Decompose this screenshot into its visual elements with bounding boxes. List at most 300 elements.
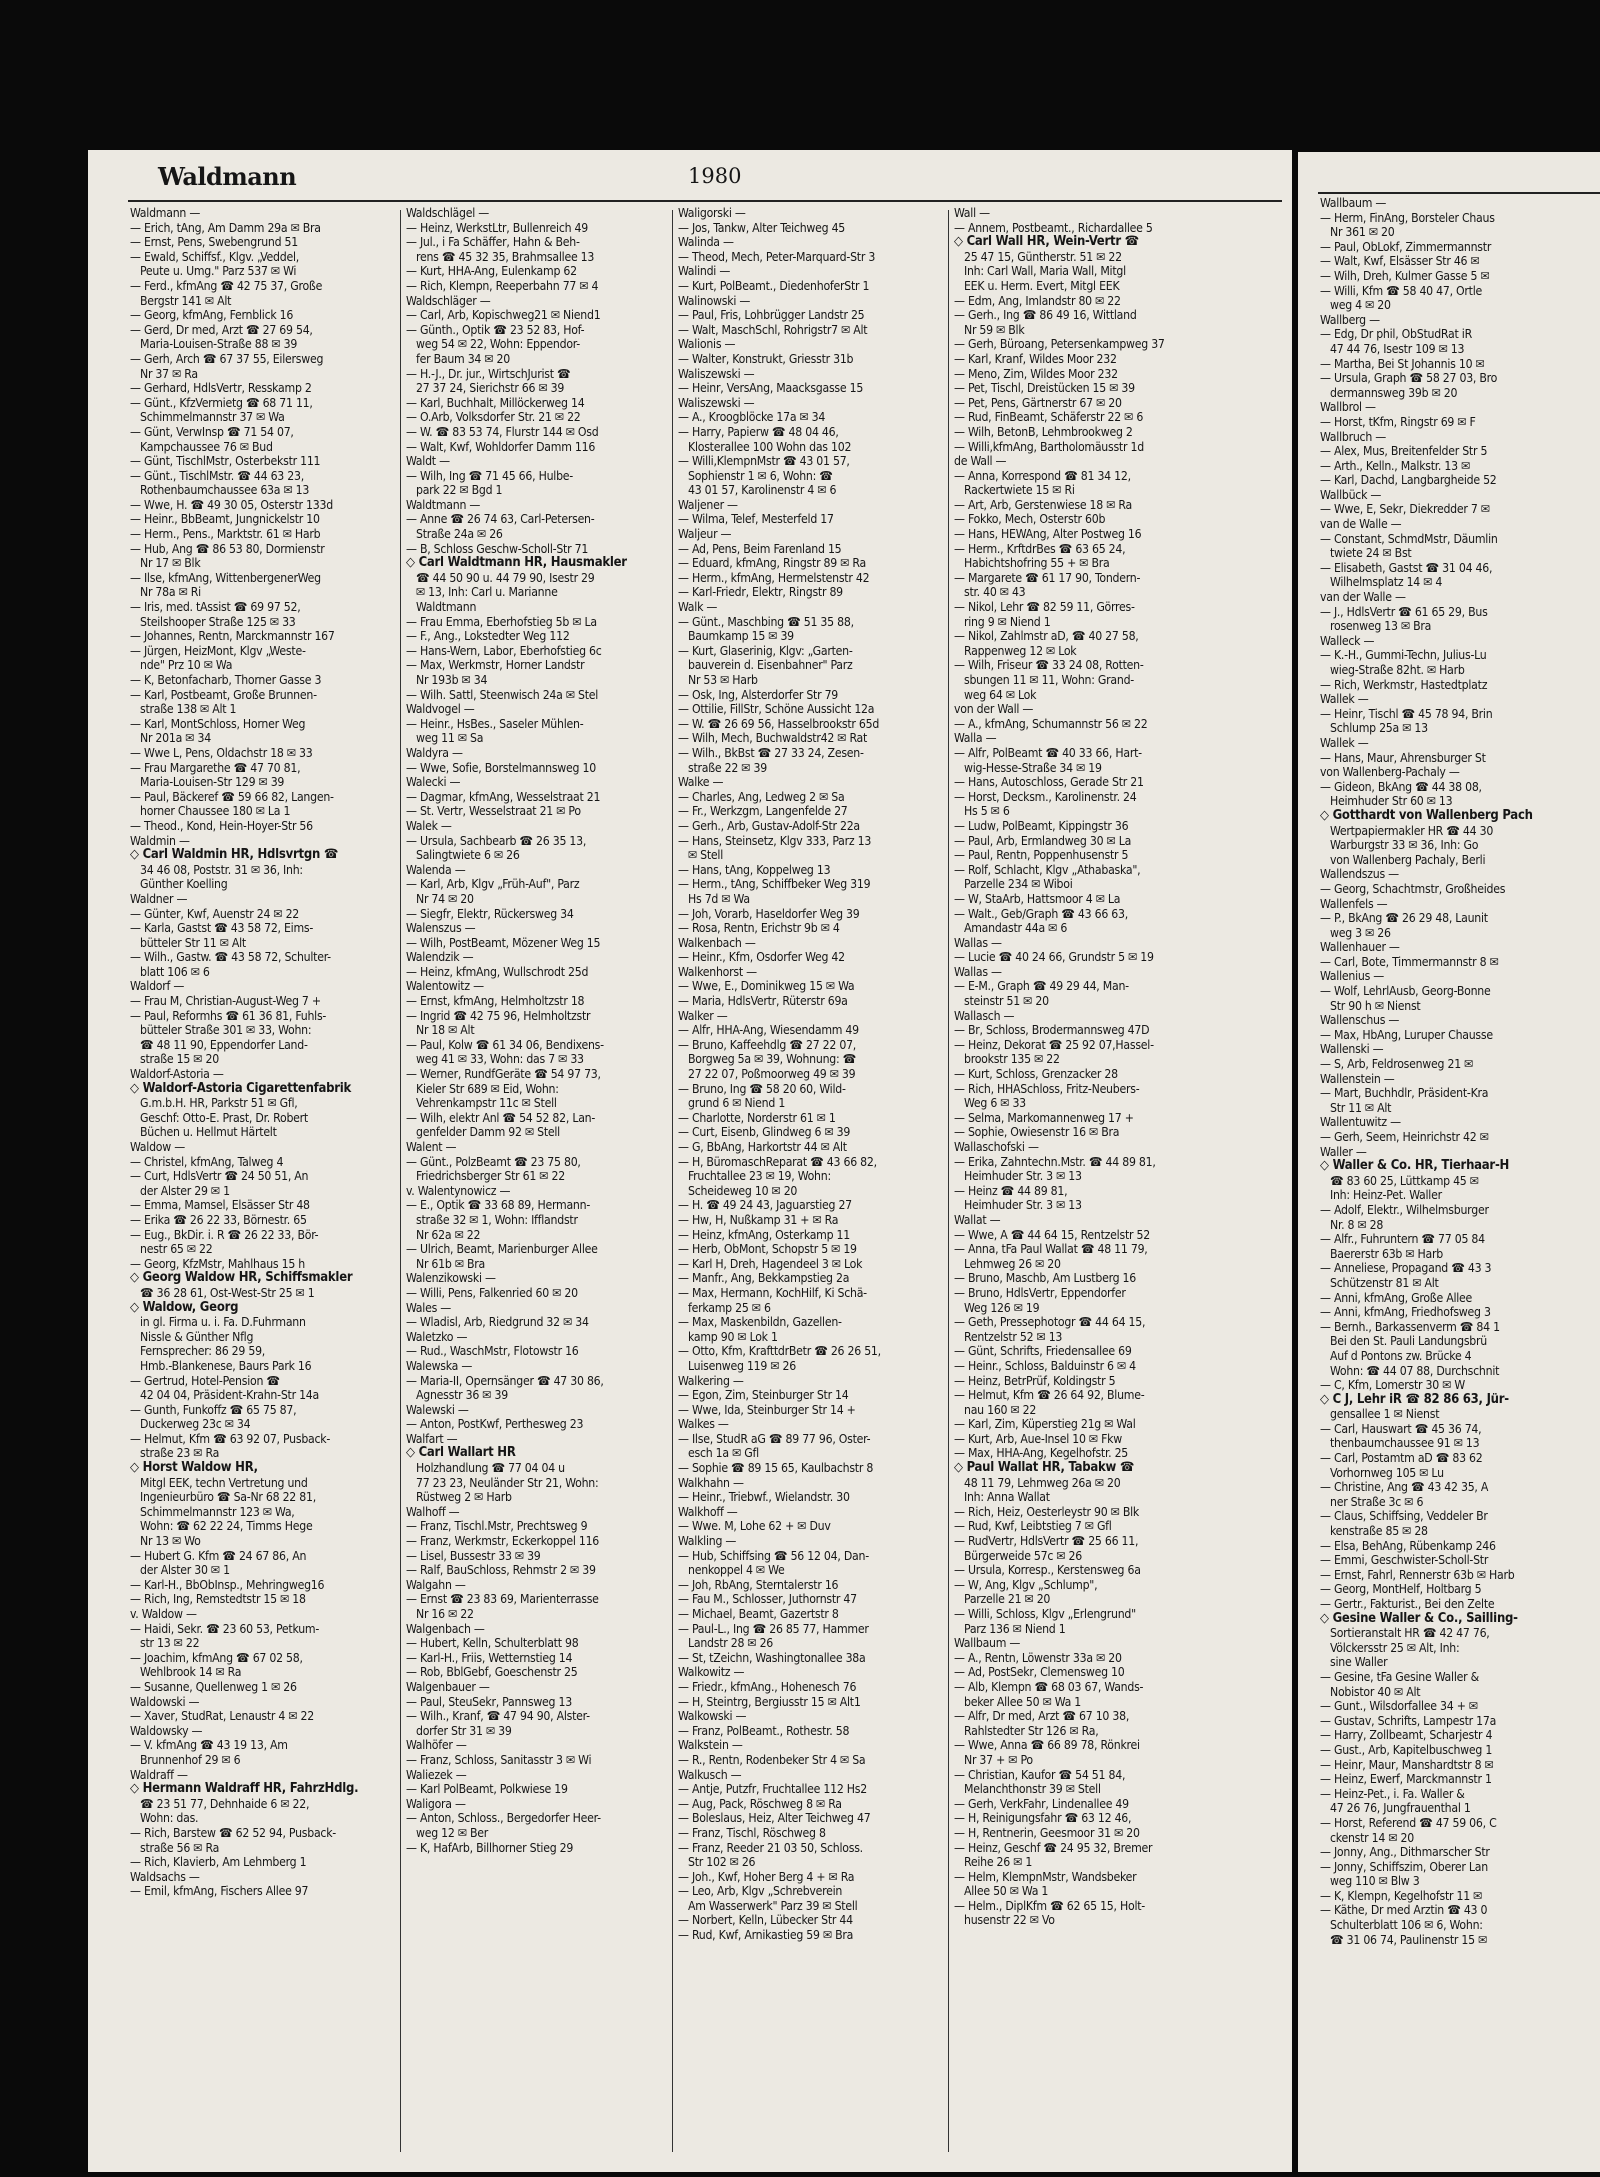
directory-entry-line: — Jürgen, HeizMont, Klgv „Weste- — [130, 643, 306, 658]
directory-entry-line: Maria-Louisen-Str 129 ✉ 39 — [140, 775, 285, 790]
directory-entry-line: van der Walle — — [1320, 590, 1406, 605]
directory-entry-line: Hs 7d ✉ Wa — [688, 891, 750, 906]
directory-entry-line: Waljener — — [678, 497, 738, 512]
directory-entry-line: Geschf: Otto-E. Prast, Dr. Robert — [140, 1110, 308, 1125]
directory-entry-line: ◇ Carl Wall HR, Wein-Vertr ☎ — [954, 235, 1140, 250]
directory-entry-line: Waldschlägel — — [406, 206, 489, 220]
directory-entry-line: ◇ Waldorf-Astoria Cigarettenfabrik — [130, 1081, 352, 1096]
directory-entry-line: — Gerd, Dr med, Arzt ☎ 27 69 54, — [130, 322, 313, 337]
directory-entry-line: Lehmweg 26 ✉ 20 — [964, 1256, 1061, 1271]
directory-entry-line: Baererstr 63b ✉ Harb — [1330, 1246, 1443, 1261]
directory-entry-line: Peute u. Umg." Parz 537 ✉ Wi — [140, 264, 297, 279]
directory-entry-line: — Horst, Referend ☎ 47 59 06, C — [1320, 1815, 1497, 1830]
directory-entry-line: — Aug, Pack, Röschweg 8 ✉ Ra — [678, 1796, 842, 1811]
directory-entry-line: — Michael, Beamt, Gazertstr 8 — [678, 1607, 839, 1621]
directory-entry-line: Wallasch — — [954, 1008, 1015, 1023]
directory-entry-line: — C, Kfm, Lomerstr 30 ✉ W — [1320, 1378, 1465, 1393]
directory-entry-line: Wallas — — [954, 964, 1002, 979]
directory-entry-line: Nr 59 ✉ Blk — [964, 322, 1025, 337]
directory-entry-line: ◇ Carl Wallart HR — [406, 1446, 516, 1461]
directory-entry-line: Rappenweg 12 ✉ Lok — [964, 643, 1077, 658]
directory-entry-line: nestr 65 ✉ 22 — [140, 1242, 213, 1257]
directory-entry-line: — Wladisl, Arb, Riedgrund 32 ✉ 34 — [406, 1315, 589, 1330]
directory-entry-line: — Lisel, Bussestr 33 ✉ 39 — [406, 1548, 541, 1563]
directory-entry-line: Wallbrol — — [1320, 400, 1376, 415]
directory-entry-line: — Franz, Tischl.Mstr, Prechtsweg 9 — [406, 1519, 588, 1534]
directory-entry-line: Waldvogel — — [406, 702, 475, 717]
directory-entry-line: — Hans, tAng, Koppelweg 13 — [678, 862, 831, 877]
directory-entry-line: Nr 61b ✉ Bra — [416, 1256, 485, 1271]
directory-entry-line: — Wilh, elektr Anl ☎ 54 52 82, Lan- — [406, 1110, 596, 1125]
directory-entry-line: ◇ Paul Wallat HR, Tabakw ☎ — [954, 1461, 1135, 1476]
directory-entry-line: Waldsachs — — [130, 1869, 200, 1884]
directory-entry-line: Walgenbauer — — [406, 1679, 490, 1694]
directory-entry-line: Str 11 ✉ Alt — [1330, 1100, 1392, 1115]
directory-entry-line: Walinda — — [678, 235, 734, 250]
directory-entry-line: — Heinz ☎ 44 89 81, — [954, 1183, 1068, 1198]
directory-entry-line: — Max, Maskenbildn, Gazellen- — [678, 1315, 842, 1330]
directory-entry-line: — Paul, Rentn, Poppenhusenstr 5 — [954, 848, 1129, 863]
page-header-surname: Waldmann — [158, 162, 297, 191]
directory-entry-line: thenbaumchaussee 91 ✉ 13 — [1330, 1436, 1480, 1451]
directory-entry-line: Wallenstein — — [1320, 1071, 1395, 1086]
directory-entry-line: — Wilh, PostBeamt, Mözener Weg 15 — [406, 935, 601, 950]
directory-entry-line: — Ernst ☎ 23 83 69, Marienterrasse — [406, 1592, 599, 1607]
directory-entry-line: — Heinz, kfmAng, Osterkamp 11 — [678, 1227, 850, 1242]
directory-entry-line: Str 90 h ✉ Nienst — [1330, 998, 1421, 1013]
directory-entry-line: — Heinz-Pet., i. Fa. Waller & — [1320, 1786, 1465, 1801]
directory-entry-line: — Alb, Klempn ☎ 68 03 67, Wands- — [954, 1679, 1144, 1694]
directory-entry-line: Walek — — [406, 818, 452, 833]
directory-entry-line: — H. ☎ 49 24 43, Jaguarstieg 27 — [678, 1198, 852, 1213]
directory-entry-line: — Maria, HdlsVertr, Rüterstr 69a — [678, 994, 848, 1009]
directory-entry-line: Walent — — [406, 1140, 457, 1154]
directory-entry-line: — Rich, Ing, Remstedtstr 15 ✉ 18 — [130, 1592, 306, 1607]
directory-entry-line: — Antje, Putzfr, Fruchtallee 112 Hs2 — [678, 1782, 867, 1797]
directory-entry-line: — Franz, Tischl, Röschweg 8 — [678, 1825, 826, 1840]
directory-entry-line: Wallenschus — — [1320, 1013, 1400, 1028]
directory-entry-line: ferkamp 25 ✉ 6 — [688, 1300, 771, 1315]
directory-entry-line: Walindi — — [678, 264, 731, 279]
directory-entry-line: straße 56 ✉ Ra — [140, 1840, 220, 1855]
directory-entry-line: Heimhuder Str 60 ✉ 13 — [1330, 794, 1453, 809]
directory-entry-line: — Wolf, LehrlAusb, Georg-Bonne — [1320, 984, 1491, 999]
directory-entry-line: — Nikol, Lehr ☎ 82 59 11, Görres- — [954, 600, 1135, 615]
directory-entry-line: — Heinr, VersAng, Maacksgasse 15 — [678, 381, 864, 396]
directory-entry-line: — H, Rentnerin, Geesmoor 31 ✉ 20 — [954, 1825, 1140, 1840]
directory-entry-line: ☎ 36 28 61, Ost-West-Str 25 ✉ 1 — [140, 1285, 315, 1300]
directory-entry-line: — Wwe, Anna ☎ 66 89 78, Rönkrei — [954, 1738, 1140, 1753]
directory-entry-line: — W. ☎ 26 69 56, Hasselbrookstr 65d — [678, 716, 880, 731]
directory-entry-line: Mitgl EEK, techn Vertretung und — [140, 1475, 308, 1490]
directory-entry-line: Wallek — — [1320, 692, 1369, 707]
directory-entry-line: weg 110 ✉ Blw 3 — [1330, 1874, 1420, 1889]
directory-entry-line: — Kurt, Glaserinig, Klgv: „Garten- — [678, 643, 853, 658]
directory-entry-line: nau 160 ✉ 22 — [964, 1402, 1037, 1417]
page-header-year: 1980 — [688, 164, 742, 188]
directory-entry-line: — Selma, Markomannenweg 17 + — [954, 1110, 1134, 1125]
directory-entry-line: 42 04 04, Präsident-Krahn-Str 14a — [140, 1388, 320, 1403]
directory-entry-line: — Carl, Hauswart ☎ 45 36 74, — [1320, 1421, 1482, 1436]
directory-entry-line: — Alfr, PolBeamt ☎ 40 33 66, Hart- — [954, 745, 1142, 760]
directory-entry-line: bütteler Str 11 ✉ Alt — [140, 935, 246, 950]
directory-entry-line: Wohn: das. — [140, 1811, 199, 1826]
directory-entry-line: Schützenstr 81 ✉ Alt — [1330, 1275, 1439, 1290]
directory-entry-line: — Hubert, Kelln, Schulterblatt 98 — [406, 1636, 579, 1651]
directory-entry-line: — Alfr, HHA-Ang, Wiesendamm 49 — [678, 1023, 859, 1038]
directory-entry-line: — Willi, Schloss, Klgv „Erlengrund" — [954, 1607, 1136, 1621]
directory-entry-line: — Emma, Mamsel, Elsässer Str 48 — [130, 1198, 310, 1213]
directory-entry-line: Walkenbach — — [678, 935, 756, 950]
directory-entry-line: brookstr 135 ✉ 22 — [964, 1052, 1060, 1067]
directory-entry-line: Wohn: ☎ 62 22 24, Timms Hege — [140, 1519, 313, 1534]
directory-entry-line: — Walter, Konstrukt, Griesstr 31b — [678, 351, 854, 366]
directory-entry-line: — Ingrid ☎ 42 75 96, Helmholtzstr — [406, 1008, 591, 1023]
directory-entry-line: — Gerh, Seem, Heinrichstr 42 ✉ — [1320, 1130, 1489, 1144]
directory-entry-line: Wallendszus — — [1320, 867, 1399, 882]
column-2 — [406, 206, 666, 1855]
directory-entry-line: weg 41 ✉ 33, Wohn: das 7 ✉ 33 — [416, 1052, 584, 1067]
directory-entry-line: Nr 78a ✉ Ri — [140, 585, 201, 600]
directory-entry-line: Kampchaussee 76 ✉ Bud — [140, 439, 273, 454]
directory-entry-line: — Hub, Schiffsing ☎ 56 12 04, Dan- — [678, 1548, 869, 1563]
directory-entry-line: — Art, Arb, Gerstenwiese 18 ✉ Ra — [954, 497, 1132, 512]
directory-entry-line: — Meno, Zim, Wildes Moor 232 — [954, 366, 1118, 381]
directory-entry-line: — H, Steintrg, Bergiusstr 15 ✉ Alt1 — [678, 1694, 861, 1709]
directory-entry-line: — Heinz, Ewerf, Marckmannstr 1 — [1320, 1772, 1492, 1787]
directory-entry-line: — Frau Margarethe ☎ 47 70 81, — [130, 760, 301, 775]
directory-entry-line: Walkowitz — — [678, 1665, 745, 1680]
directory-entry-line: — Norbert, Kelln, Lübecker Str 44 — [678, 1913, 853, 1928]
directory-entry-line: — Margarete ☎ 61 17 90, Tondern- — [954, 570, 1141, 585]
directory-entry-line: — H, Reinigungsfahr ☎ 63 12 46, — [954, 1811, 1132, 1826]
directory-entry-line: — O.Arb, Volksdorfer Str. 21 ✉ 22 — [406, 410, 581, 425]
directory-entry-line: — Heinr., BbBeamt, Jungnickelstr 10 — [130, 512, 320, 527]
column-1 — [130, 206, 392, 1899]
directory-entry-line: Völckersstr 25 ✉ Alt, Inh: — [1330, 1640, 1460, 1655]
directory-entry-line: Nr 193b ✉ 34 — [416, 673, 488, 687]
directory-entry-line: — Adolf, Elektr., Wilhelmsburger — [1320, 1202, 1489, 1217]
directory-entry-line: dermannsweg 39b ✉ 20 — [1330, 385, 1458, 400]
directory-entry-line: Parzelle 21 ✉ 20 — [964, 1592, 1051, 1607]
directory-entry-line: Waldmin — — [130, 833, 190, 848]
directory-entry-line: Waliszewski — — [678, 366, 755, 381]
directory-entry-line: Walkstein — — [678, 1738, 743, 1753]
directory-entry-line: Amandastr 44a ✉ 6 — [964, 921, 1068, 936]
directory-entry-line: ◇ Carl Waldtmann HR, Hausmakler — [406, 556, 627, 571]
directory-entry-line: — Ad, Pens, Beim Farenland 15 — [678, 541, 842, 556]
directory-entry-line: — Sophie, Owiesenstr 16 ✉ Bra — [954, 1125, 1120, 1140]
directory-entry-line: Landstr 28 ✉ 26 — [688, 1636, 774, 1651]
directory-entry-line: Reihe 26 ✉ 1 — [964, 1855, 1033, 1870]
directory-entry-line: — Georg, kfmAng, Fernblick 16 — [130, 308, 294, 323]
directory-entry-line: Waldyra — — [406, 745, 463, 760]
directory-entry-line: ring 9 ✉ Niend 1 — [964, 614, 1051, 629]
directory-entry-line: Nr 201a ✉ 34 — [140, 731, 211, 746]
directory-entry-line: Auf d Pontons zw. Brücke 4 — [1330, 1348, 1472, 1363]
directory-entry-line: — Helm., DiplKfm ☎ 62 65 15, Holt- — [954, 1898, 1145, 1913]
directory-entry-line: Walfart — — [406, 1431, 458, 1446]
directory-entry-line: weg 11 ✉ Sa — [416, 731, 484, 746]
directory-entry-line: — Bruno, Maschb, Am Lustberg 16 — [954, 1271, 1137, 1286]
directory-entry-line: Waldner — — [130, 891, 188, 906]
directory-entry-line: — Emmi, Geschwister-Scholl-Str — [1320, 1553, 1489, 1568]
directory-entry-line: — Alex, Mus, Breitenfelder Str 5 — [1320, 444, 1488, 459]
directory-entry-line: ✉ 13, Inh: Carl u. Marianne — [416, 585, 558, 600]
directory-entry-line: — Helmut, Kfm ☎ 63 92 07, Pusback- — [130, 1431, 331, 1446]
column-divider — [400, 210, 401, 2152]
directory-entry-line: gensallee 1 ✉ Nienst — [1330, 1407, 1440, 1422]
directory-entry-line: — Walt, Kwf, Elsässer Str 46 ✉ — [1320, 254, 1480, 269]
directory-entry-line: Rahlstedter Str 126 ✉ Ra, — [964, 1723, 1099, 1738]
directory-entry-line: — Gesine, tFa Gesine Waller & — [1320, 1669, 1479, 1684]
directory-entry-line: Walionis — — [678, 337, 736, 352]
directory-entry-line: — Heinr., Triebwf., Wielandstr. 30 — [678, 1490, 850, 1505]
directory-entry-line: — Jonny, Ang., Dithmarscher Str — [1320, 1845, 1490, 1860]
directory-entry-line: Brunnenhof 29 ✉ 6 — [140, 1752, 241, 1767]
directory-entry-line: Parz 136 ✉ Niend 1 — [964, 1621, 1066, 1636]
directory-entry-line: — Paul, Kolw ☎ 61 34 06, Bendixens- — [406, 1037, 604, 1052]
directory-entry-line: — Paul, Arb, Ermlandweg 30 ✉ La — [954, 833, 1132, 848]
directory-entry-line: — Wilh, BetonB, Lehmbrookweg 2 — [954, 424, 1133, 439]
directory-entry-line: — Otto, Kfm, KrafttdrBetr ☎ 26 26 51, — [678, 1344, 881, 1359]
directory-entry-line: — Paul, Fris, Lohbrügger Landstr 25 — [678, 308, 865, 323]
directory-entry-line: EEK u. Herm. Evert, Mitgl EEK — [964, 278, 1120, 293]
directory-entry-line: — Rud., WaschMstr, Flotowstr 16 — [406, 1344, 579, 1359]
directory-entry-line: — Wwe, H. ☎ 49 30 05, Osterstr 133d — [130, 497, 333, 512]
directory-entry-line: — Karl H, Dreh, Hagendeel 3 ✉ Lok — [678, 1256, 863, 1271]
directory-entry-line: — Rich, Werkmstr, Hastedtplatz — [1320, 677, 1488, 692]
next-page-column — [1320, 196, 1600, 1947]
directory-entry-line: — Herm., kfmAng, Hermelstenstr 42 — [678, 570, 870, 585]
directory-entry-line: Bei den St. Pauli Landungsbrü — [1330, 1334, 1487, 1349]
directory-entry-line: — Wilh, Mech, Buchwaldstr42 ✉ Rat — [678, 731, 868, 746]
directory-entry-line: — K, Betonfacharb, Thorner Gasse 3 — [130, 673, 322, 687]
directory-entry-line: Wallentuwitz — — [1320, 1115, 1401, 1130]
directory-entry-line: — Erika ☎ 26 22 33, Börnestr. 65 — [130, 1212, 307, 1227]
directory-entry-line: — Willi, Pens, Falkenried 60 ✉ 20 — [406, 1285, 578, 1300]
header-rule — [1318, 192, 1600, 194]
directory-entry-line: — Erika, Zahntechn.Mstr. ☎ 44 89 81, — [954, 1154, 1156, 1169]
directory-entry-line: Waldraff — — [130, 1767, 188, 1782]
directory-entry-line: — Karl, Arb, Klgv „Früh-Auf", Parz — [406, 877, 580, 892]
directory-entry-line: — Franz, Schloss, Sanitasstr 3 ✉ Wi — [406, 1752, 592, 1767]
directory-entry-line: — Bruno, Ing ☎ 58 20 60, Wild- — [678, 1081, 846, 1096]
directory-entry-line: — Anni, kfmAng, Friedhofsweg 3 — [1320, 1305, 1491, 1320]
directory-entry-line: Wilhelmsplatz 14 ✉ 4 — [1330, 575, 1443, 590]
directory-entry-line: 47 26 76, Jungfrauenthal 1 — [1330, 1801, 1471, 1816]
directory-entry-line: — Erich, tAng, Am Damm 29a ✉ Bra — [130, 220, 321, 235]
directory-entry-line: — Edg, Dr phil, ObStudRat iR — [1320, 327, 1472, 342]
directory-entry-line: — Edm, Ang, Imlandstr 80 ✉ 22 — [954, 293, 1121, 308]
directory-entry-line: Heimhuder Str. 3 ✉ 13 — [964, 1198, 1082, 1213]
directory-entry-line: von Wallenberg-Pachaly — — [1320, 765, 1460, 780]
directory-entry-line: — Anne ☎ 26 74 63, Carl-Petersen- — [406, 512, 595, 527]
directory-entry-line: Walkering — — [678, 1373, 744, 1388]
directory-entry-line: — Frau Emma, Eberhofstieg 5b ✉ La — [406, 614, 597, 629]
directory-entry-line: — Paul, ObLokf, Zimmermannstr — [1320, 239, 1492, 254]
directory-entry-line: — Ilse, kfmAng, WittenbergenerWeg — [130, 570, 321, 585]
directory-entry-line: — Heinz, BetrPrüf, Koldingstr 5 — [954, 1373, 1116, 1388]
directory-entry-line: weg 64 ✉ Lok — [964, 687, 1037, 702]
directory-entry-line: v. Waldow — — [130, 1607, 197, 1621]
directory-entry-line: — Wilh, Dreh, Kulmer Gasse 5 ✉ — [1320, 268, 1490, 283]
directory-entry-line: — Lucie ☎ 40 24 66, Grundstr 5 ✉ 19 — [954, 950, 1154, 965]
directory-entry-line: Walendzik — — [406, 950, 474, 965]
directory-entry-line: Walewska — — [406, 1358, 473, 1373]
directory-entry-line: 27 22 07, Poßmoorweg 49 ✉ 39 — [688, 1067, 856, 1082]
directory-entry-line: Wallenfels — — [1320, 896, 1388, 911]
directory-entry-line: straße 32 ✉ 1, Wohn: Ifflandstr — [416, 1212, 578, 1227]
directory-entry-line: — Paul, Reformhs ☎ 61 36 81, Fuhls- — [130, 1008, 327, 1023]
directory-entry-line: Klosterallee 100 Wohn das 102 — [688, 439, 852, 454]
directory-entry-line: — Hans, Maur, Ahrensburger St — [1320, 750, 1486, 765]
directory-entry-line: Parzelle 234 ✉ Wiboi — [964, 877, 1073, 892]
directory-entry-line: Melanchthonstr 39 ✉ Stell — [964, 1782, 1101, 1797]
directory-entry-line: — Eduard, kfmAng, Ringstr 89 ✉ Ra — [678, 556, 866, 571]
directory-entry-line: Waldowsky — — [130, 1723, 203, 1738]
directory-entry-line: ☎ 31 06 74, Paulinenstr 15 ✉ — [1330, 1932, 1488, 1947]
directory-entry-line: — Günt, TischlMstr, Osterbekstr 111 — [130, 454, 321, 469]
directory-entry-line: — Wwe, Ida, Steinburger Str 14 + — [678, 1402, 856, 1417]
directory-entry-line: — Wilma, Telef, Mesterfeld 17 — [678, 512, 834, 527]
directory-entry-line: — Gunt., Wilsdorfallee 34 + ✉ — [1320, 1699, 1478, 1714]
directory-entry-line: Walgenbach — — [406, 1621, 485, 1636]
directory-entry-line: — Rolf, Schlacht, Klgv „Athabaska", — [954, 862, 1141, 877]
directory-entry-line: — Herm, FinAng, Borsteler Chaus — [1320, 210, 1495, 225]
directory-entry-line: ☎ 48 11 90, Eppendorfer Land- — [140, 1037, 308, 1052]
directory-entry-line: Wallbaum — — [1320, 196, 1387, 210]
directory-entry-line: — Ernst, kfmAng, Helmholtzstr 18 — [406, 994, 585, 1009]
directory-entry-line: ◇ Gotthardt von Wallenberg Pach — [1320, 808, 1533, 823]
directory-entry-line: — Anni, kfmAng, Große Allee — [1320, 1290, 1473, 1305]
directory-entry-line: — Gerhard, HdlsVertr, Resskamp 2 — [130, 381, 312, 396]
directory-entry-line: — Heinz, kfmAng, Wullschrodt 25d — [406, 964, 589, 979]
column-4 — [954, 206, 1216, 1928]
directory-entry-line: — Xaver, StudRat, Lenaustr 4 ✉ 22 — [130, 1709, 314, 1724]
directory-entry-line: — Max, Werkmstr, Horner Landstr — [406, 658, 585, 673]
directory-entry-line: Maria-Louisen-Straße 88 ✉ 39 — [140, 337, 298, 352]
directory-entry-line: — Harry, Zollbeamt, Scharjestr 4 — [1320, 1728, 1493, 1743]
directory-entry-line: — Wilh, Friseur ☎ 33 24 08, Rotten- — [954, 658, 1144, 673]
directory-entry-line: Walewski — — [406, 1402, 469, 1417]
directory-entry-line: Waletzko — — [406, 1329, 468, 1344]
directory-entry-line: — Rud, Kwf, Arnikastieg 59 ✉ Bra — [678, 1928, 854, 1943]
directory-entry-line: — Hub, Ang ☎ 86 53 80, Dormienstr — [130, 541, 325, 556]
directory-entry-line: — Osk, Ing, Alsterdorfer Str 79 — [678, 687, 839, 702]
directory-entry-line: Walentowitz — — [406, 979, 484, 994]
directory-entry-line: — F., Ang., Lokstedter Weg 112 — [406, 629, 570, 644]
directory-entry-line: — Wilh., BkBst ☎ 27 33 24, Zesen- — [678, 745, 864, 760]
directory-entry-line: Luisenweg 119 ✉ 26 — [688, 1358, 796, 1373]
directory-entry-line: wig-Hesse-Straße 34 ✉ 19 — [964, 760, 1102, 775]
directory-entry-line: ☎ 44 50 90 u. 44 79 90, Isestr 29 — [416, 570, 595, 585]
directory-entry-line: — Wilh., Kranf, ☎ 47 94 90, Alster- — [406, 1709, 590, 1724]
directory-entry-line: Wallenski — — [1320, 1042, 1384, 1057]
directory-entry-line: Walhoff — — [406, 1504, 460, 1519]
directory-entry-line: — K.-H., Gummi-Techn, Julius-Lu — [1320, 648, 1487, 663]
directory-entry-line: — Günt., KfzVermietg ☎ 68 71 11, — [130, 395, 313, 410]
directory-entry-line: Sophienstr 1 ✉ 6, Wohn: ☎ — [688, 468, 833, 483]
directory-entry-line: Wallenhauer — — [1320, 940, 1400, 955]
directory-entry-line: — Karl-H., Friis, Wetternstieg 14 — [406, 1650, 573, 1665]
directory-entry-line: — Nikol, Zahlmstr aD, ☎ 40 27 58, — [954, 629, 1139, 644]
directory-entry-line: esch 1a ✉ Gfl — [688, 1446, 759, 1461]
directory-entry-line: — Wwe, E, Sekr, Diekredder 7 ✉ — [1320, 502, 1490, 517]
directory-entry-line: — Werner, RundfGeräte ☎ 54 97 73, — [406, 1067, 601, 1082]
directory-entry-line: — Ad, PostSekr, Clemensweg 10 — [954, 1665, 1125, 1680]
directory-entry-line: Vorhornweg 105 ✉ Lu — [1330, 1465, 1444, 1480]
directory-entry-line: — E., Optik ☎ 33 68 89, Hermann- — [406, 1198, 591, 1213]
directory-entry-line: — Ernst, Fahrl, Rennerstr 63b ✉ Harb — [1320, 1567, 1515, 1582]
directory-entry-line: Nr 74 ✉ 20 — [416, 891, 474, 906]
directory-entry-line: G.m.b.H. HR, Parkstr 51 ✉ Gfl, — [140, 1096, 298, 1111]
directory-entry-line: der Alster 30 ✉ 1 — [140, 1563, 230, 1578]
directory-entry-line: Waljeur — — [678, 527, 732, 542]
directory-entry-line: — Curt, HdlsVertr ☎ 24 50 51, An — [130, 1169, 309, 1184]
directory-entry-line: — Walt, Kwf, Wohldorfer Damm 116 — [406, 439, 596, 454]
directory-entry-line: twiete 24 ✉ Bst — [1330, 546, 1412, 561]
directory-entry-line: Am Wasserwerk" Parz 39 ✉ Stell — [688, 1898, 858, 1913]
directory-entry-line: — Willi,kfmAng, Bartholomäusstr 1d — [954, 439, 1144, 454]
directory-entry-line: — Kurt, PolBeamt., DiedenhoferStr 1 — [678, 278, 870, 293]
directory-entry-line: Ingenieurbüro ☎ Sa-Nr 68 22 81, — [140, 1490, 316, 1505]
directory-entry-line: — B, Schloss Geschw-Scholl-Str 71 — [406, 541, 589, 556]
directory-entry-line: — Ulrich, Beamt, Marienburger Allee — [406, 1242, 598, 1257]
directory-entry-line: Walecki — — [406, 775, 461, 790]
directory-entry-line: — Boleslaus, Heiz, Alter Teichweg 47 — [678, 1811, 871, 1826]
directory-entry-line: von der Wall — — [954, 702, 1034, 717]
directory-entry-line: — H.-J., Dr. jur., WirtschJurist ☎ — [406, 366, 571, 381]
directory-entry-line: — Gideon, BkAng ☎ 44 38 08, — [1320, 779, 1482, 794]
directory-entry-line: Schlump 25a ✉ 13 — [1330, 721, 1428, 736]
directory-entry-line: — Alfr., Fuhruntern ☎ 77 05 84 — [1320, 1232, 1485, 1247]
column-3 — [678, 206, 940, 1943]
directory-entry-line: — Fokko, Mech, Osterstr 60b — [954, 512, 1106, 527]
directory-entry-line: weg 54 ✉ 22, Wohn: Eppendor- — [416, 337, 580, 352]
directory-entry-line: — Gunth, Funkoffz ☎ 65 75 87, — [130, 1402, 297, 1417]
directory-entry-line: — Elsa, BehAng, Rübenkamp 246 — [1320, 1538, 1496, 1553]
directory-entry-line: — Karla, Gastst ☎ 43 58 72, Eims- — [130, 921, 314, 936]
directory-entry-line: — A., Rentn, Löwenstr 33a ✉ 20 — [954, 1650, 1122, 1665]
directory-entry-line: Nr 17 ✉ Blk — [140, 556, 201, 571]
directory-entry-line: ☎ 83 60 25, Lüttkamp 45 ✉ — [1330, 1173, 1479, 1188]
directory-entry-line: ◇ Horst Waldow HR, — [130, 1461, 258, 1476]
directory-entry-line: rens ☎ 45 32 35, Brahmsallee 13 — [416, 249, 595, 264]
directory-entry-line: ◇ Hermann Waldraff HR, FahrzHdlg. — [130, 1782, 359, 1797]
directory-entry-line: — Rich, Barstew ☎ 62 52 94, Pusback- — [130, 1825, 336, 1840]
directory-entry-line: — Paul-L., Ing ☎ 26 85 77, Hammer — [678, 1621, 869, 1636]
directory-entry-line: — Maria-II, Opernsänger ☎ 47 30 86, — [406, 1373, 604, 1388]
directory-entry-line: — Paul, Bäckeref ☎ 59 66 82, Langen- — [130, 789, 334, 804]
directory-entry-line: ckenstr 14 ✉ 20 — [1330, 1830, 1414, 1845]
directory-entry-line: Waller — — [1320, 1144, 1367, 1159]
directory-entry-line: — R., Rentn, Rodenbeker Str 4 ✉ Sa — [678, 1752, 866, 1767]
directory-entry-line: — Emil, kfmAng, Fischers Allee 97 — [130, 1884, 309, 1899]
directory-entry-line: — Günt, VerwInsp ☎ 71 54 07, — [130, 424, 294, 439]
next-page-fragment — [1298, 152, 1600, 2172]
directory-entry-line: — Siegfr, Elektr, Rückersweg 34 — [406, 906, 574, 921]
directory-entry-line: Wallbaum — — [954, 1636, 1021, 1651]
directory-entry-line: Walla — — [954, 731, 997, 746]
directory-entry-line: Walkhoff — — [678, 1504, 738, 1519]
directory-entry-line: — Heinz, Dekorat ☎ 25 92 07,Hassel- — [954, 1037, 1154, 1052]
directory-entry-line: dorfer Str 31 ✉ 39 — [416, 1723, 512, 1738]
directory-entry-line: — Christine, Ang ☎ 43 42 35, A — [1320, 1480, 1489, 1495]
directory-entry-line: sine Waller — [1330, 1655, 1388, 1670]
directory-entry-line: weg 4 ✉ 20 — [1330, 298, 1391, 313]
directory-entry-line: — Herb, ObMont, Schopstr 5 ✉ 19 — [678, 1242, 857, 1257]
